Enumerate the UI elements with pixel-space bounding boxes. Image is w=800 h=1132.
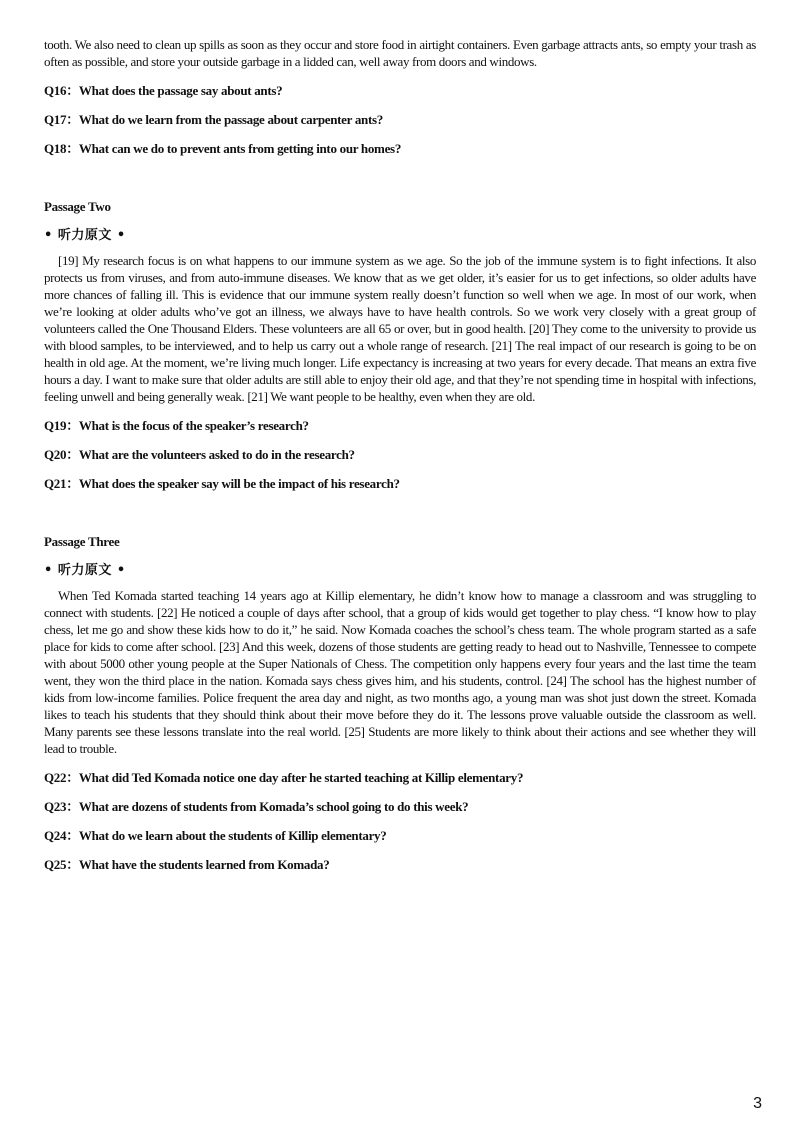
passage-three-subtitle: • 听力原文 • [44, 563, 126, 578]
passage-three-body: When Ted Komada started teaching 14 years ago at Killip elementary, he didn’t know how to manage a classroom and was struggling to connect with students. [22] He noticed a couple of days after school, that a group of kids would get together to play chess. “I know how to play chess, let me go and show these kids how to do it,” he said. Now Komada coaches the school’s chess team. The whole program started as a safe place for kids to come after school. [23] And this week, dozens of those students are getting ready to head out to Nashville, Tennessee to compete with about 5000 other young people at the Super Nationals of Chess. The competition only happens every four years and the last time the team went, they won the third place in the nation. Komada says chess gives him, and his students, control. [24] The school has the highest number of kids from low-income families. Police frequent the area day and night, as two months ago, a young man was shot just down the street. Komada likes to teach his students that they should think about their move before they do it. The lessons prove valuable outside the classroom as well. Many parents see these lessons translate into the real world. [25] Students are more likely to think about their actions and see whether they will lead to trouble. [44, 588, 756, 756]
question-q24 [44, 827, 756, 844]
question-text: What do we learn about the students of Killip elementary? [78, 828, 387, 843]
question-id: Q18： [44, 141, 79, 156]
question-text: What is the focus of the speaker’s research? [78, 418, 309, 433]
question-q22 [44, 769, 756, 786]
question-q18 [44, 140, 756, 157]
question-q20 [44, 446, 756, 463]
question-text: What are the volunteers asked to do in the research? [78, 447, 355, 462]
question-text: What does the passage say about ants? [78, 83, 283, 98]
question-q17 [44, 111, 756, 128]
question-q25 [44, 856, 756, 873]
question-id: Q22： [44, 770, 79, 785]
question-text: What can we do to prevent ants from getting into our homes? [78, 141, 402, 156]
passage-three-title: Passage Three [44, 534, 120, 549]
intro-paragraph: tooth. We also need to clean up spills as soon as they occur and store food in airtight containers. Even garbage attracts ants, so empty your trash as often as possible, and store your outside garbage in a lidded can, well away from doors and windows. [44, 37, 756, 69]
question-id: Q17： [44, 112, 79, 127]
passage-two-subtitle: • 听力原文 • [44, 228, 126, 243]
question-id: Q16： [44, 83, 79, 98]
page-number: 3 [753, 1095, 762, 1112]
document-page [44, 36, 756, 873]
question-id: Q20： [44, 447, 79, 462]
question-text: What are dozens of students from Komada’s school going to do this week? [78, 799, 469, 814]
question-q16 [44, 82, 756, 99]
question-text: What did Ted Komada notice one day after he started teaching at Killip elementary? [78, 770, 524, 785]
passage-two-body: [19] My research focus is on what happens to our immune system as we age. So the job of the immune system is to fight infections. It also protects us from viruses, and from auto-immune diseases. We know that as we get older, it’s easier for us to get infections, so older adults have more chances of falling ill. This is evidence that our immune system really doesn’t function so well when we age. In most of our work, when we’re looking at older adults who’ve got an illness, we always have to have health controls. So we work very closely with a great group of volunteers called the One Thousand Elders. These volunteers are all 65 or over, but in good health. [20] They come to the university to provide us with blood samples, to be interviewed, and to help us carry out a whole range of research. [21] The real impact of our research is going to be on health in old age. At the moment, we’re living much longer. Life expectancy is increasing at two years for every decade. That means an extra five hours a day. I want to make sure that older adults are still able to enjoy their old age, and that they’re not spending time in hospital with infections, feeling unwell and being generally weak. [21] We want people to be healthy, even when they are old. [44, 253, 756, 404]
question-q19 [44, 417, 756, 434]
question-id: Q19： [44, 418, 79, 433]
passage-two-title: Passage Two [44, 199, 111, 214]
question-id: Q25： [44, 857, 79, 872]
question-id: Q23： [44, 799, 79, 814]
question-q23 [44, 798, 756, 815]
question-id: Q24： [44, 828, 79, 843]
question-text: What does the speaker say will be the impact of his research? [78, 476, 400, 491]
question-q21 [44, 475, 756, 492]
question-text: What do we learn from the passage about carpenter ants? [78, 112, 383, 127]
question-text: What have the students learned from Komada? [78, 857, 330, 872]
question-id: Q21： [44, 476, 79, 491]
